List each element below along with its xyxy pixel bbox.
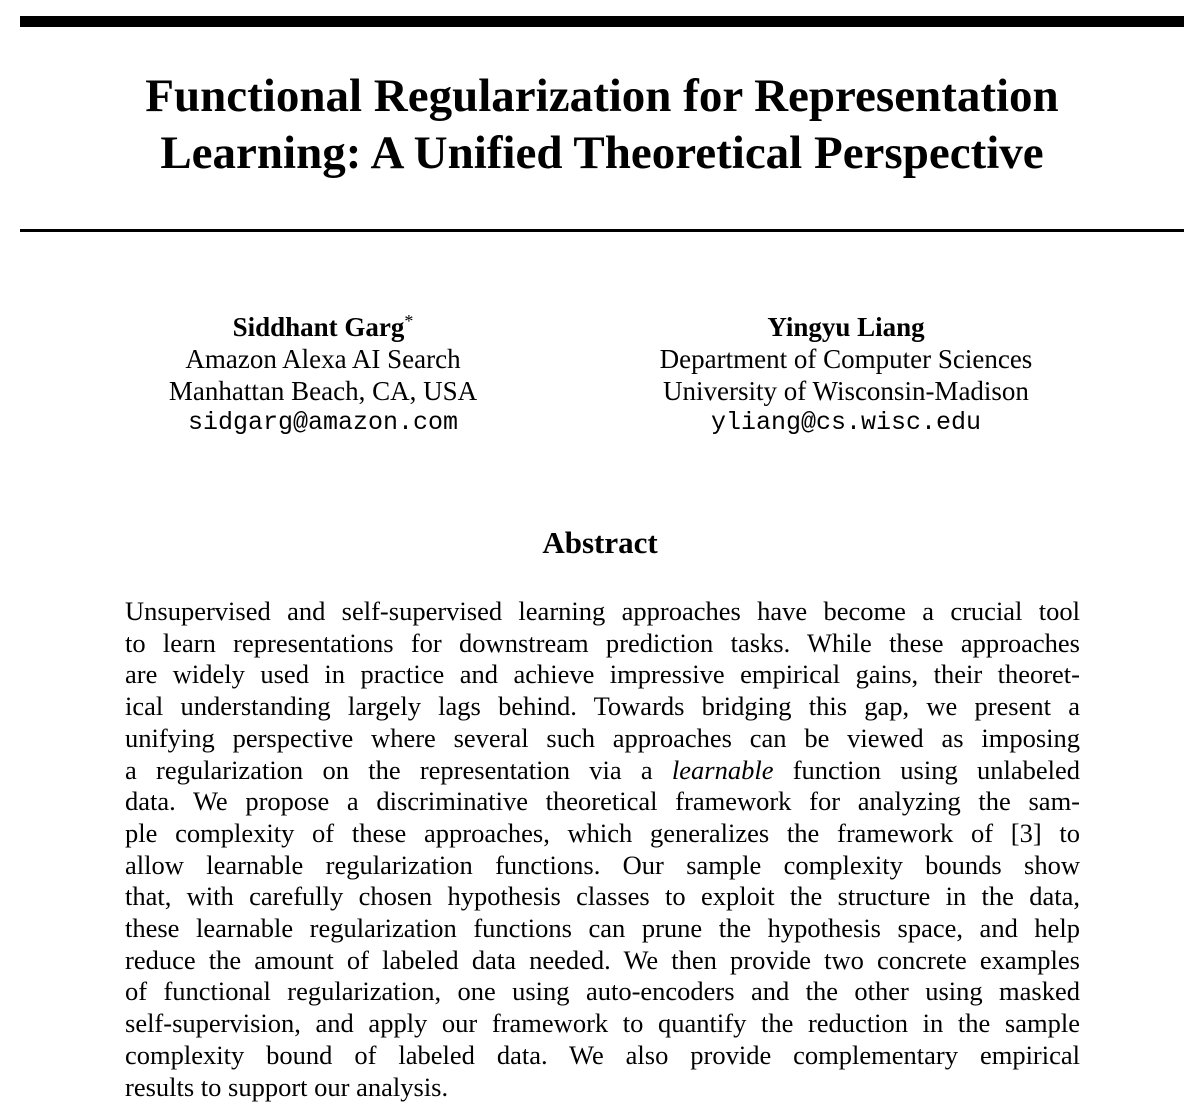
abstract-line: that, with carefully chosen hypothesis classes to exploit the structure in the data, xyxy=(125,881,1080,912)
abstract-line: allow learnable regularization functions. Our sample complexity bounds show xyxy=(125,849,1080,880)
abstract-line: results to support our analysis. xyxy=(125,1071,449,1102)
author-email[interactable]: yliang@cs.wisc.edu xyxy=(710,408,982,437)
author-institution: University of Wisconsin-Madison xyxy=(663,376,1029,406)
abstract-line: these learnable regularization functions can prune the hypothesis space, and help xyxy=(125,913,1080,944)
abstract-line: Unsupervised and self-supervised learning approaches have become a crucial tool xyxy=(125,596,1080,626)
abstract-line: are widely used in practice and achieve impressive empirical gains, their theoret- xyxy=(125,659,1080,690)
author-block-garg xyxy=(63,311,583,439)
abstract-line: self-supervision, and apply our framework to quantify the reduction in the sample xyxy=(125,1008,1080,1039)
author-name: Yingyu Liang xyxy=(767,312,925,342)
abstract-line: data. We propose a discriminative theoretical framework for analyzing the sam- xyxy=(125,786,1080,817)
abstract-line: ple complexity of these approaches, which generalizes the framework of [3] to xyxy=(125,817,1080,848)
abstract-line: unifying perspective where several such approaches can be viewed as imposing xyxy=(125,722,1080,753)
abstract-line: to learn representations for downstream prediction tasks. While these approaches xyxy=(125,627,1080,658)
title-line: Functional Regularization for Representation xyxy=(145,70,1059,122)
title-line: Learning: A Unified Theoretical Perspective xyxy=(160,127,1044,179)
paper-title xyxy=(20,68,1184,182)
abstract-line: complexity bound of labeled data. We also provide complementary empirical xyxy=(125,1039,1080,1070)
abstract-line: of functional regularization, one using auto-encoders and the other using masked xyxy=(125,976,1080,1007)
abstract-line: ical understanding largely lags behind. Towards bridging this gap, we present a xyxy=(125,691,1080,722)
author-location: Manhattan Beach, CA, USA xyxy=(168,376,478,406)
author-block-liang xyxy=(586,311,1106,439)
abstract-line: reduce the amount of labeled data needed. We then provide two concrete examples xyxy=(125,944,1080,975)
author-name: Siddhant Garg* xyxy=(232,311,414,342)
title-bottom-rule xyxy=(20,229,1184,232)
footnote-mark: * xyxy=(404,311,414,331)
author-affiliation: Department of Computer Sciences xyxy=(659,344,1033,374)
abstract-heading: Abstract xyxy=(542,525,658,560)
abstract-line: a regularization on the representation via a learnable function using unlabeled xyxy=(125,754,1080,785)
italic-term: learnable xyxy=(671,754,774,785)
top-rule xyxy=(20,16,1184,27)
author-email[interactable]: sidgarg@amazon.com xyxy=(187,408,459,437)
abstract-body xyxy=(125,596,1080,1103)
author-affiliation: Amazon Alexa AI Search xyxy=(185,344,461,374)
